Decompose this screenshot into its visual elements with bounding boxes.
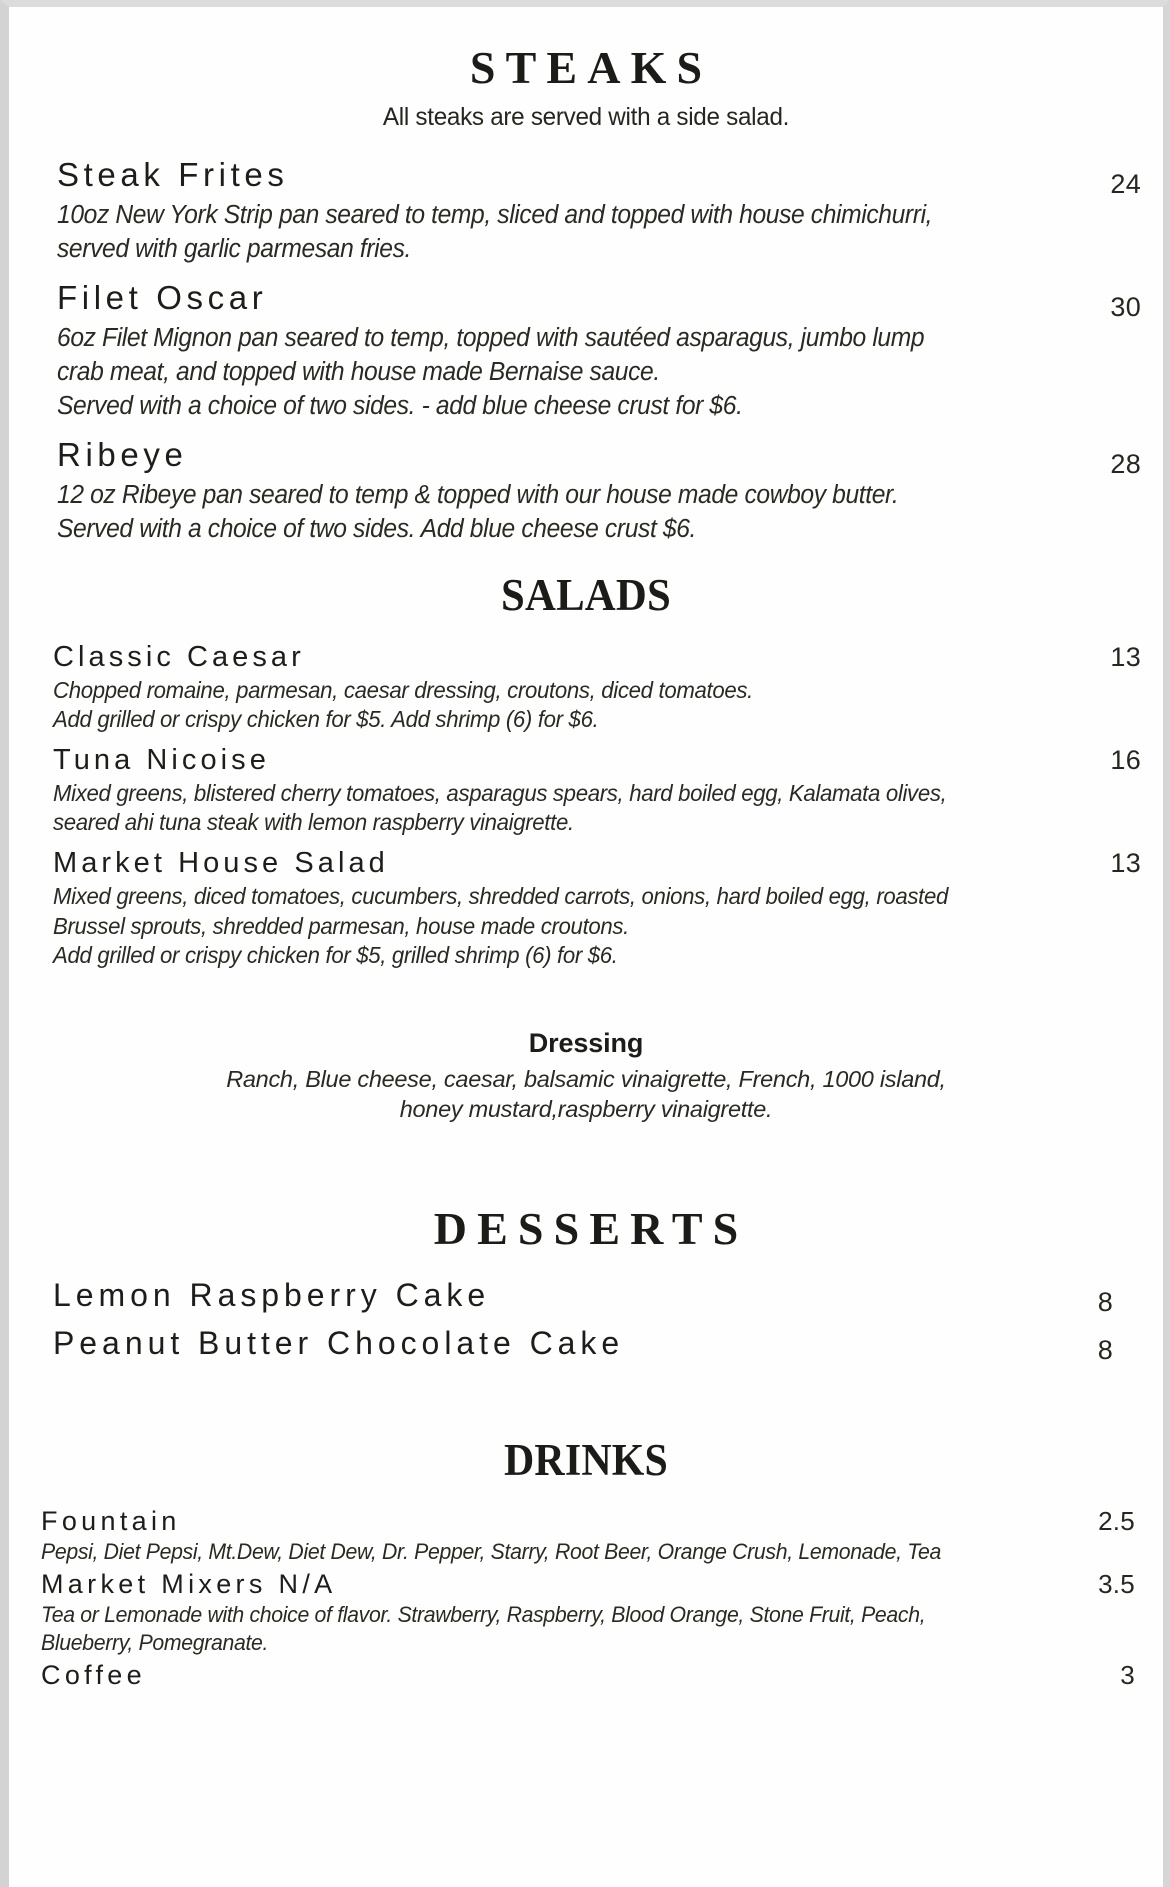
description-line: Mixed greens, diced tomatoes, cucumbers, shredded carrots, onions, hard boiled egg, roasted: [53, 883, 949, 910]
description-line: Mixed greens, blistered cherry tomatoes, asparagus spears, hard boiled egg, Kalamata olives,: [53, 780, 947, 806]
menu-item-description: [57, 199, 1103, 266]
description-line: Served with a choice of two sides. Add blue cheese crust $6.: [57, 514, 696, 543]
menu-item-price: 28: [1110, 449, 1141, 480]
menu-item-price: 13: [1110, 848, 1141, 879]
menu-item-price: 8: [1097, 1287, 1113, 1318]
menu-item-name: Tuna Nicoise: [53, 744, 270, 776]
menu-item-name: Ribeye: [57, 436, 188, 474]
description-line: Add grilled or crispy chicken for $5. Add shrimp (6) for $6.: [53, 705, 599, 732]
dressing-line: honey mustard,raspberry vinaigrette.: [399, 1096, 773, 1123]
description-line: 6oz Filet Mignon pan seared to temp, topped with sautéed asparagus, jumbo lump: [57, 324, 925, 353]
menu-item-price: 3.5: [1098, 1568, 1135, 1599]
dressing-heading: Dressing: [528, 1028, 644, 1059]
menu-item-name: Peanut Butter Chocolate Cake: [53, 1325, 625, 1362]
menu-item-description: [57, 479, 1103, 546]
menu-item-description: [57, 322, 1103, 423]
description-line: served with garlic parmesan fries.: [57, 234, 411, 263]
menu-item-peanut-butter-chocolate-cake[interactable]: [53, 1325, 1113, 1366]
section-salads: [9, 568, 1163, 970]
section-title-steaks: STEAKS: [469, 42, 713, 93]
menu-item-name: Filet Oscar: [57, 279, 268, 317]
menu-item-price: 24: [1110, 169, 1141, 199]
menu-item-market-mixers[interactable]: [41, 1569, 1135, 1658]
menu-item-name: Market House Salad: [53, 847, 389, 880]
description-line: 10oz New York Strip pan seared to temp, sliced and topped with house chimichurri,: [57, 201, 933, 229]
menu-item-name: Market Mixers N/A: [41, 1568, 337, 1599]
section-title-drinks: DRINKS: [503, 1435, 669, 1486]
menu-item-name: Steak Frites: [57, 156, 289, 193]
menu-page-inner: [9, 7, 1163, 1887]
description-line: crab meat, and topped with house made Bernaise sauce.: [57, 357, 660, 386]
description-line: Tea or Lemonade with choice of flavor. Strawberry, Raspberry, Blood Orange, Stone Fruit, Peach,: [41, 1601, 926, 1627]
description-line: Served with a choice of two sides. - add blue cheese crust for $6.: [57, 391, 743, 420]
menu-item-name: Coffee: [41, 1659, 146, 1690]
menu-item-market-house-salad[interactable]: [53, 847, 1141, 970]
menu-item-lemon-raspberry-cake[interactable]: [53, 1277, 1113, 1318]
description-line: Blueberry, Pomegranate.: [41, 1630, 269, 1656]
menu-item-steak-frites[interactable]: [57, 156, 1141, 266]
menu-item-ribeye[interactable]: [57, 436, 1141, 546]
section-title-salads: SALADS: [500, 568, 672, 620]
description-line: Chopped romaine, parmesan, caesar dressing, croutons, diced tomatoes.: [53, 676, 754, 703]
menu-item-classic-caesar[interactable]: [53, 641, 1141, 734]
desserts-item-list: [9, 1277, 1163, 1366]
menu-item-name: Classic Caesar: [53, 640, 305, 673]
menu-item-price: 2.5: [1098, 1506, 1135, 1537]
menu-item-price: 30: [1110, 292, 1141, 323]
section-title-desserts: DESSERTS: [433, 1203, 749, 1255]
menu-item-price: 3: [1120, 1659, 1135, 1690]
section-subtitle-steaks: All steaks are served with a side salad.: [382, 103, 790, 131]
steaks-item-list: [9, 156, 1163, 547]
description-line: seared ahi tuna steak with lemon raspberry vinaigrette.: [53, 809, 574, 836]
menu-item-coffee[interactable]: [41, 1660, 1135, 1691]
description-line: Pepsi, Diet Pepsi, Mt.Dew, Diet Dew, Dr. Pepper, Starry, Root Beer, Orange Crush, Lemonade, Tea: [41, 1539, 941, 1565]
section-desserts: [9, 1202, 1163, 1366]
description-line: 12 oz Ribeye pan seared to temp & topped with our house made cowboy butter.: [57, 481, 899, 510]
menu-item-description: [41, 1601, 1097, 1658]
menu-item-filet-oscar[interactable]: [57, 279, 1141, 423]
salads-item-list: [9, 641, 1163, 970]
drinks-item-list: [9, 1506, 1163, 1691]
description-line: Brussel sprouts, shredded parmesan, house made croutons.: [53, 912, 630, 939]
menu-item-description: [53, 676, 1103, 734]
menu-item-description: [41, 1538, 1097, 1567]
description-line: Add grilled or crispy chicken for $5, grilled shrimp (6) for $6.: [53, 941, 618, 968]
dressing-block: [9, 1028, 1163, 1124]
dressing-line: Ranch, Blue cheese, caesar, balsamic vinaigrette, French, 1000 island,: [226, 1066, 946, 1093]
section-drinks: [9, 1434, 1163, 1691]
dressing-options: [9, 1064, 1163, 1124]
menu-item-price: 8: [1097, 1335, 1113, 1366]
menu-item-fountain[interactable]: [41, 1506, 1135, 1567]
menu-item-name: Lemon Raspberry Cake: [53, 1277, 491, 1314]
menu-item-description: [53, 882, 1103, 970]
menu-item-tuna-nicoise[interactable]: [53, 744, 1141, 837]
menu-item-price: 13: [1110, 641, 1141, 672]
menu-item-price: 16: [1110, 745, 1141, 775]
section-steaks: [9, 7, 1163, 547]
menu-item-name: Fountain: [41, 1506, 181, 1537]
menu-item-description: [53, 779, 1103, 837]
